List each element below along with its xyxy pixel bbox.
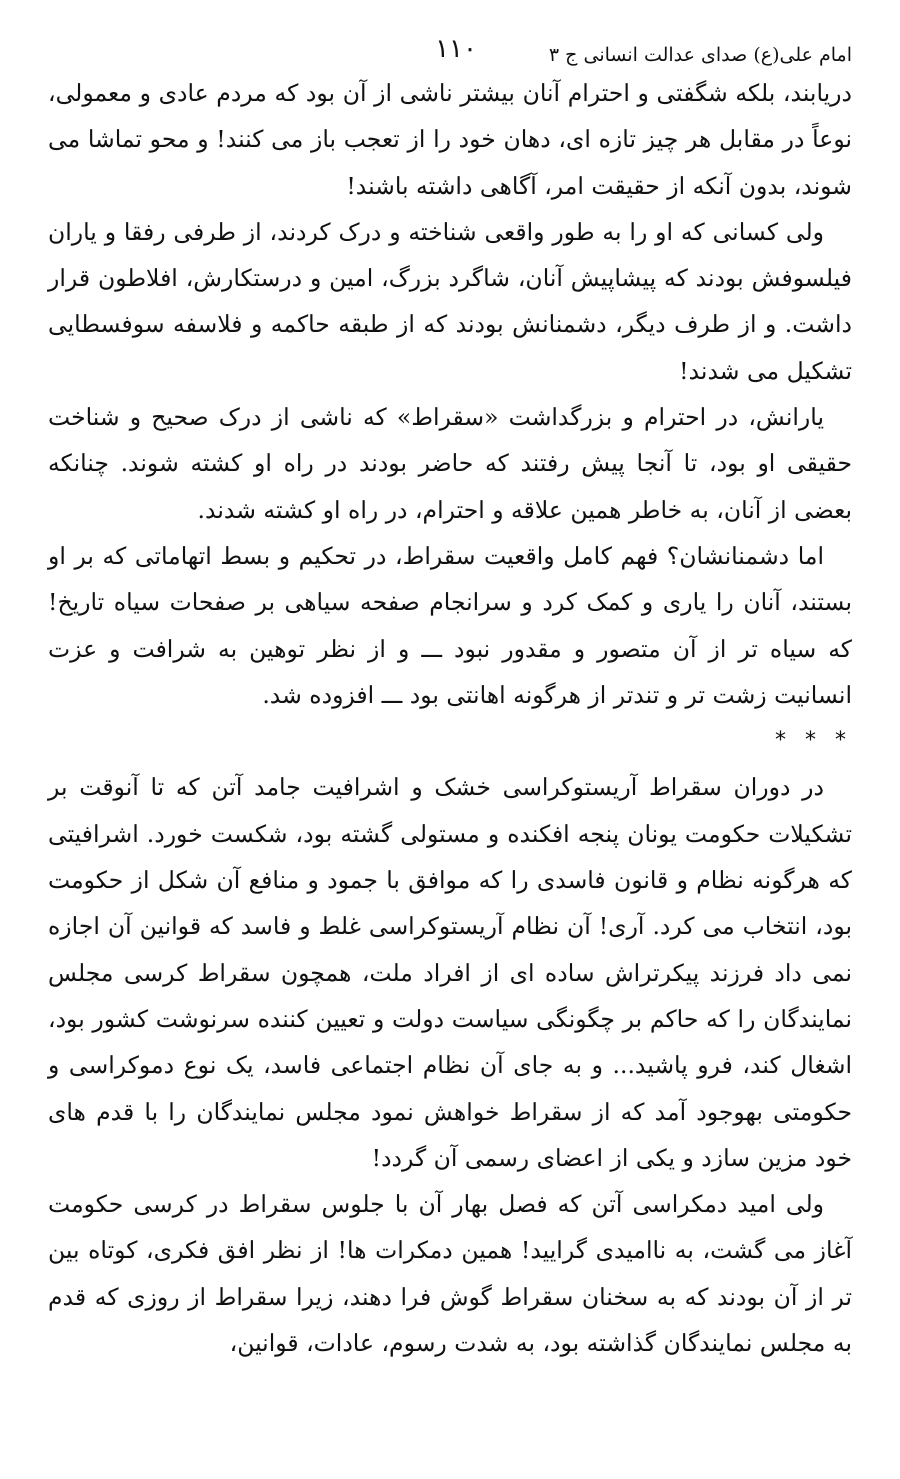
page-number: ۱۱۰	[435, 34, 477, 64]
page-header	[48, 30, 852, 70]
book-page	[48, 30, 852, 1366]
paragraph: اما دشمنانشان؟ فهم کامل واقعیت سقراط، در تحکیم و بسط اتهاماتی که بر او بستند، آنان را یاری و کمک کرد و سرانجام صفحه سیاهی بر صفحات سیاه تاریخ! که سیاه تر از آن متصور و مقدور نبود ـــ و از نظر توهین به شرافت و عزت انسانیت زشت تر و تندتر از هرگونه اهانتی بود ـــ افزوده شد.	[48, 541, 852, 709]
body-text	[48, 70, 852, 1366]
paragraph: یارانش، در احترام و بزرگداشت «سقراط» که ناشی از درک صحیح و شناخت حقیقی او بود، تا آنجا پیش رفتند که حاضر بودند در راه او کشته شوند. چنانکه بعضی از آنان، به خاطر همین علاقه و احترام، در راه او کشته شدند.	[48, 403, 852, 524]
paragraph: دریابند، بلکه شگفتی و احترام آنان بیشتر ناشی از آن بود که مردم عادی و معمولی، نوعاً در مقابل هر چیز تازه ای، دهان خود را از تعجب باز می کنند! و محو تماشا می شوند، بدون آنکه از حقیقت امر، آگاهی داشته باشند!	[48, 79, 852, 200]
paragraph: در دوران سقراط آریستوکراسی خشک و اشرافیت جامد آتن که تا آنوقت بر تشکیلات حکومت یونان پنجه افکنده و مستولی گشته بود، شکست خورد. اشرافیتی که هرگونه نظام و قانون فاسدی را که موافق با جمود و منافع آن شکل از حکومت بود، انتخاب می کرد. آری! آن نظام آریستوکراسی غلط و فاسد که قوانین آن اجازه نمی داد فرزند پیکرتراش ساده ای از افراد ملت، همچون سقراط کرسی مجلس نمایندگان را که حاکم بر چگونگی سیاست دولت و تعیین کننده سرنوشت کشور بود، اشغال کند، فرو پاشید... و به جای آن نظام اجتماعی فاسد، یک نوع دموکراسی و حکومتی بهوجود آمد که از سقراط خواهش نمود مجلس نمایندگان را با قدم های خود مزین سازد و یکی از اعضای رسمی آن گردد!	[48, 773, 852, 1172]
section-separator: * * *	[775, 728, 852, 754]
paragraph: ولی امید دمکراسی آتن که فصل بهار آن با جلوس سقراط در کرسی حکومت آغاز می گشت، به ناامیدی گرایید! همین دمکرات ها! از نظر افق فکری، کوتاه بین تر از آن بودند که به سخنان سقراط گوش فرا دهند، زیرا سقراط از روزی که قدم به مجلس نمایندگان گذاشته بود، به شدت رسوم، عادات، قوانین،	[48, 1190, 852, 1358]
paragraph: ولی کسانی که او را به طور واقعی شناخته و درک کردند، از طرفی رفقا و یاران فیلسوفش بودند که پیشاپیش آنان، شاگرد بزرگ، امین و درستکارش، افلاطون قرار داشت. و از طرف دیگر، دشمنانش بودند که از طبقه حاکمه و فلاسفه سوفسطایی تشکیل می شدند!	[48, 217, 852, 385]
running-title: امام علی(ع) صدای عدالت انسانی ج ۳	[548, 44, 852, 66]
